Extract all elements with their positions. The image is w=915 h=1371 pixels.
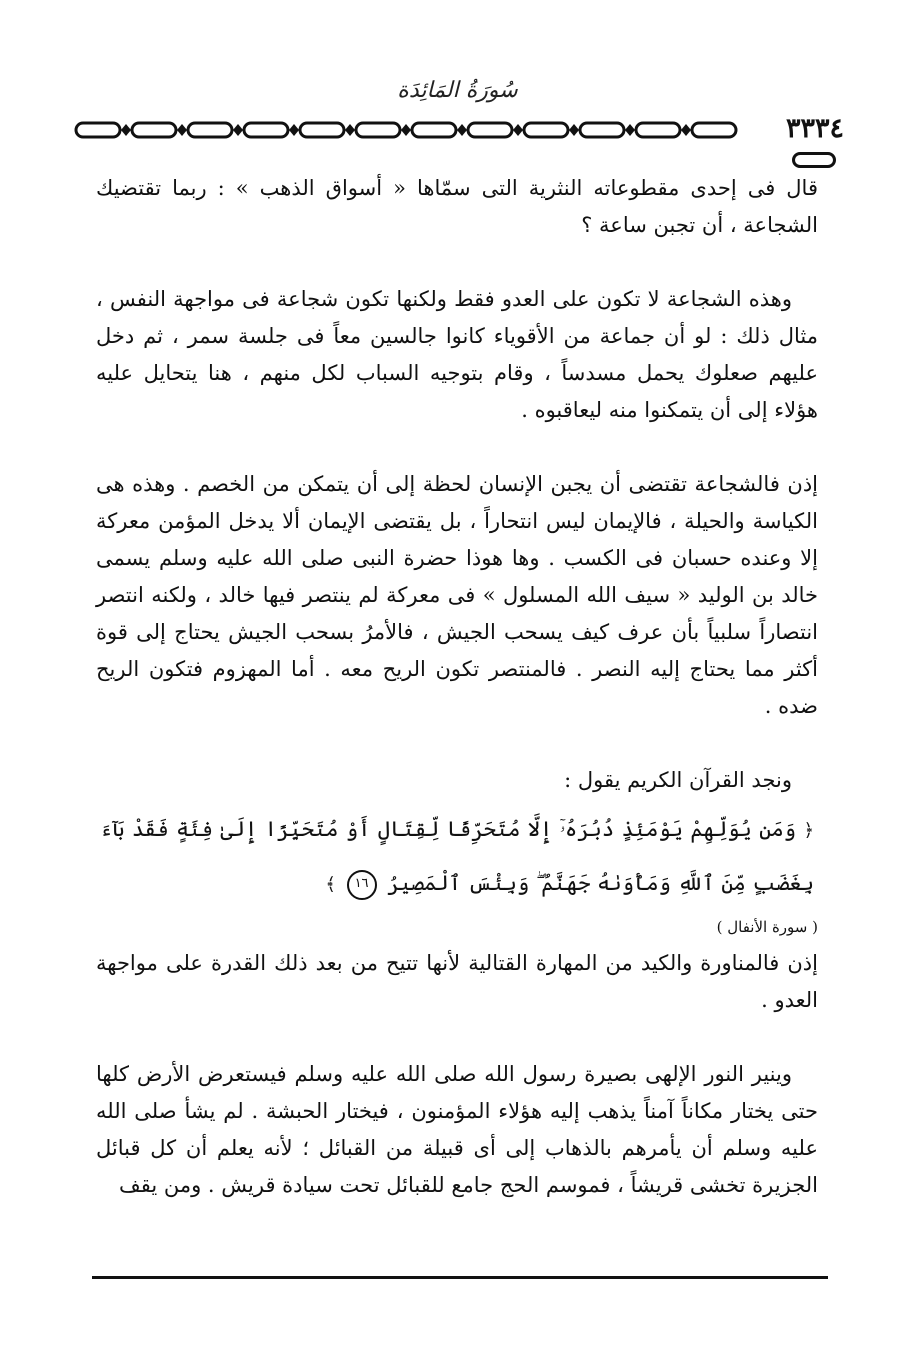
chain-link — [244, 123, 288, 137]
chain-diamond — [177, 124, 187, 136]
surah-title: سُورَةُ المَائِدَة — [397, 78, 518, 103]
page-number — [776, 114, 844, 144]
chain-diamond — [121, 124, 131, 136]
verse-citation: ( سورة الأنفال ) — [716, 918, 818, 936]
chain-diamond — [345, 124, 355, 136]
chain-link — [188, 123, 232, 137]
page-body — [96, 170, 818, 1241]
quran-verse — [96, 803, 818, 911]
paragraph-6: وينير النور الإلهى بصيرة رسول الله صلى الله عليه وسلم فيستعرض الأرض كلها حتى يختار مكاناً آمناً يذهب إليه هؤلاء المؤمنون ، فيختار الحبشة . لم يشأ صلى الله عليه وسلم أن يأمرهم بالذهاب إلى أى قبيلة من القبائل ؛ لأنه يعلم أن كل قبائل الجزيرة تخشى قريشاً ، فموسم الحج جامع للقبائل تحت سيادة قريش . ومن يقف — [96, 1062, 818, 1197]
chain-link — [76, 123, 120, 137]
chain-diamond — [233, 124, 243, 136]
chain-diamond — [457, 124, 467, 136]
paragraph-3: إذن فالشجاعة تقتضى أن يجبن الإنسان لحظة إلى أن يتمكن من الخصم . وهذه هى الكياسة والحيلة ، فالإيمان ليس انتحاراً ، بل يقتضى الإيمان ألا يدخل المؤمن معركة إلا وعنده حسبان فى الكسب . وها هوذا حضرة النبى صلى الله عليه وسلم يسمى خالد بن الوليد « سيف الله المسلول » فى معركة لم ينتصر فيها خالد ، ولكنه انتصر انتصاراً سلبياً بأن عرف كيف يسحب الجيش ، فالأمرُ بسحب الجيش يحتاج إلى قوة أكثر مما يحتاج إليه النصر . فالمنتصر تكون الريح معه . أما المهزوم فتكون الريح ضده . — [96, 472, 818, 718]
chain-diamond — [625, 124, 635, 136]
page-number-text: ٣٣٣٤ — [785, 113, 844, 144]
footer-rule — [92, 1276, 828, 1279]
paragraph-1: قال فى إحدى مقطوعاته النثرية التى سمّاها « أسواق الذهب » : ربما تقتضيك الشجاعة ، أن تجبن ساعة ؟ — [96, 176, 818, 237]
paragraph-2: وهذه الشجاعة لا تكون على العدو فقط ولكنها تكون شجاعة فى مواجهة النفس ، مثال ذلك : لو أن جماعة من الأقوياء كانوا جالسين معاً فى جلسة سمر ، ثم دخل عليهم صعلوك يحمل مسدساً ، وقام بتوجيه السباب لكل منهم ، هنا يتحايل عليه هؤلاء إلى أن يتمكنوا منه ليعاقبوه . — [96, 287, 818, 422]
chain-diamond — [569, 124, 579, 136]
chain-link — [468, 123, 512, 137]
chain-link — [356, 123, 400, 137]
verse-close-ornament: ﴾ — [325, 874, 336, 895]
chain-link — [524, 123, 568, 137]
page-number-ornament — [792, 152, 836, 168]
header-ornament-border — [72, 116, 772, 144]
verse-open-ornament: ﴿ — [803, 820, 814, 841]
paragraph-4: ونجد القرآن الكريم يقول : — [564, 768, 792, 792]
chain-diamond — [401, 124, 411, 136]
chain-link — [132, 123, 176, 137]
chain-link — [300, 123, 344, 137]
chain-diamond — [513, 124, 523, 136]
ayah-number-marker: ١٦ — [347, 870, 377, 900]
chain-link — [580, 123, 624, 137]
chain-link — [412, 123, 456, 137]
chain-link — [636, 123, 680, 137]
chain-diamond — [289, 124, 299, 136]
chain-link — [692, 123, 736, 137]
chain-diamond — [681, 124, 691, 136]
paragraph-5: إذن فالمناورة والكيد من المهارة القتالية لأنها تتيح من بعد ذلك القدرة على مواجهة العدو . — [96, 951, 818, 1012]
verse-text: وَمَن يُوَلِّهِمْ يَوْمَئِذٍ دُبُرَهُۥٓ إِلَّا مُتَحَرِّفًا لِّقِتَالٍ أَوْ مُتَحَيِّزًا إِلَىٰ فِئَةٍ فَقَدْ بَآءَ بِغَضَبٍ مِّنَ ٱللَّهِ وَمَأْوَىٰهُ جَهَنَّمُ ۖ وَبِئْسَ ٱلْمَصِيرُ — [100, 817, 814, 895]
